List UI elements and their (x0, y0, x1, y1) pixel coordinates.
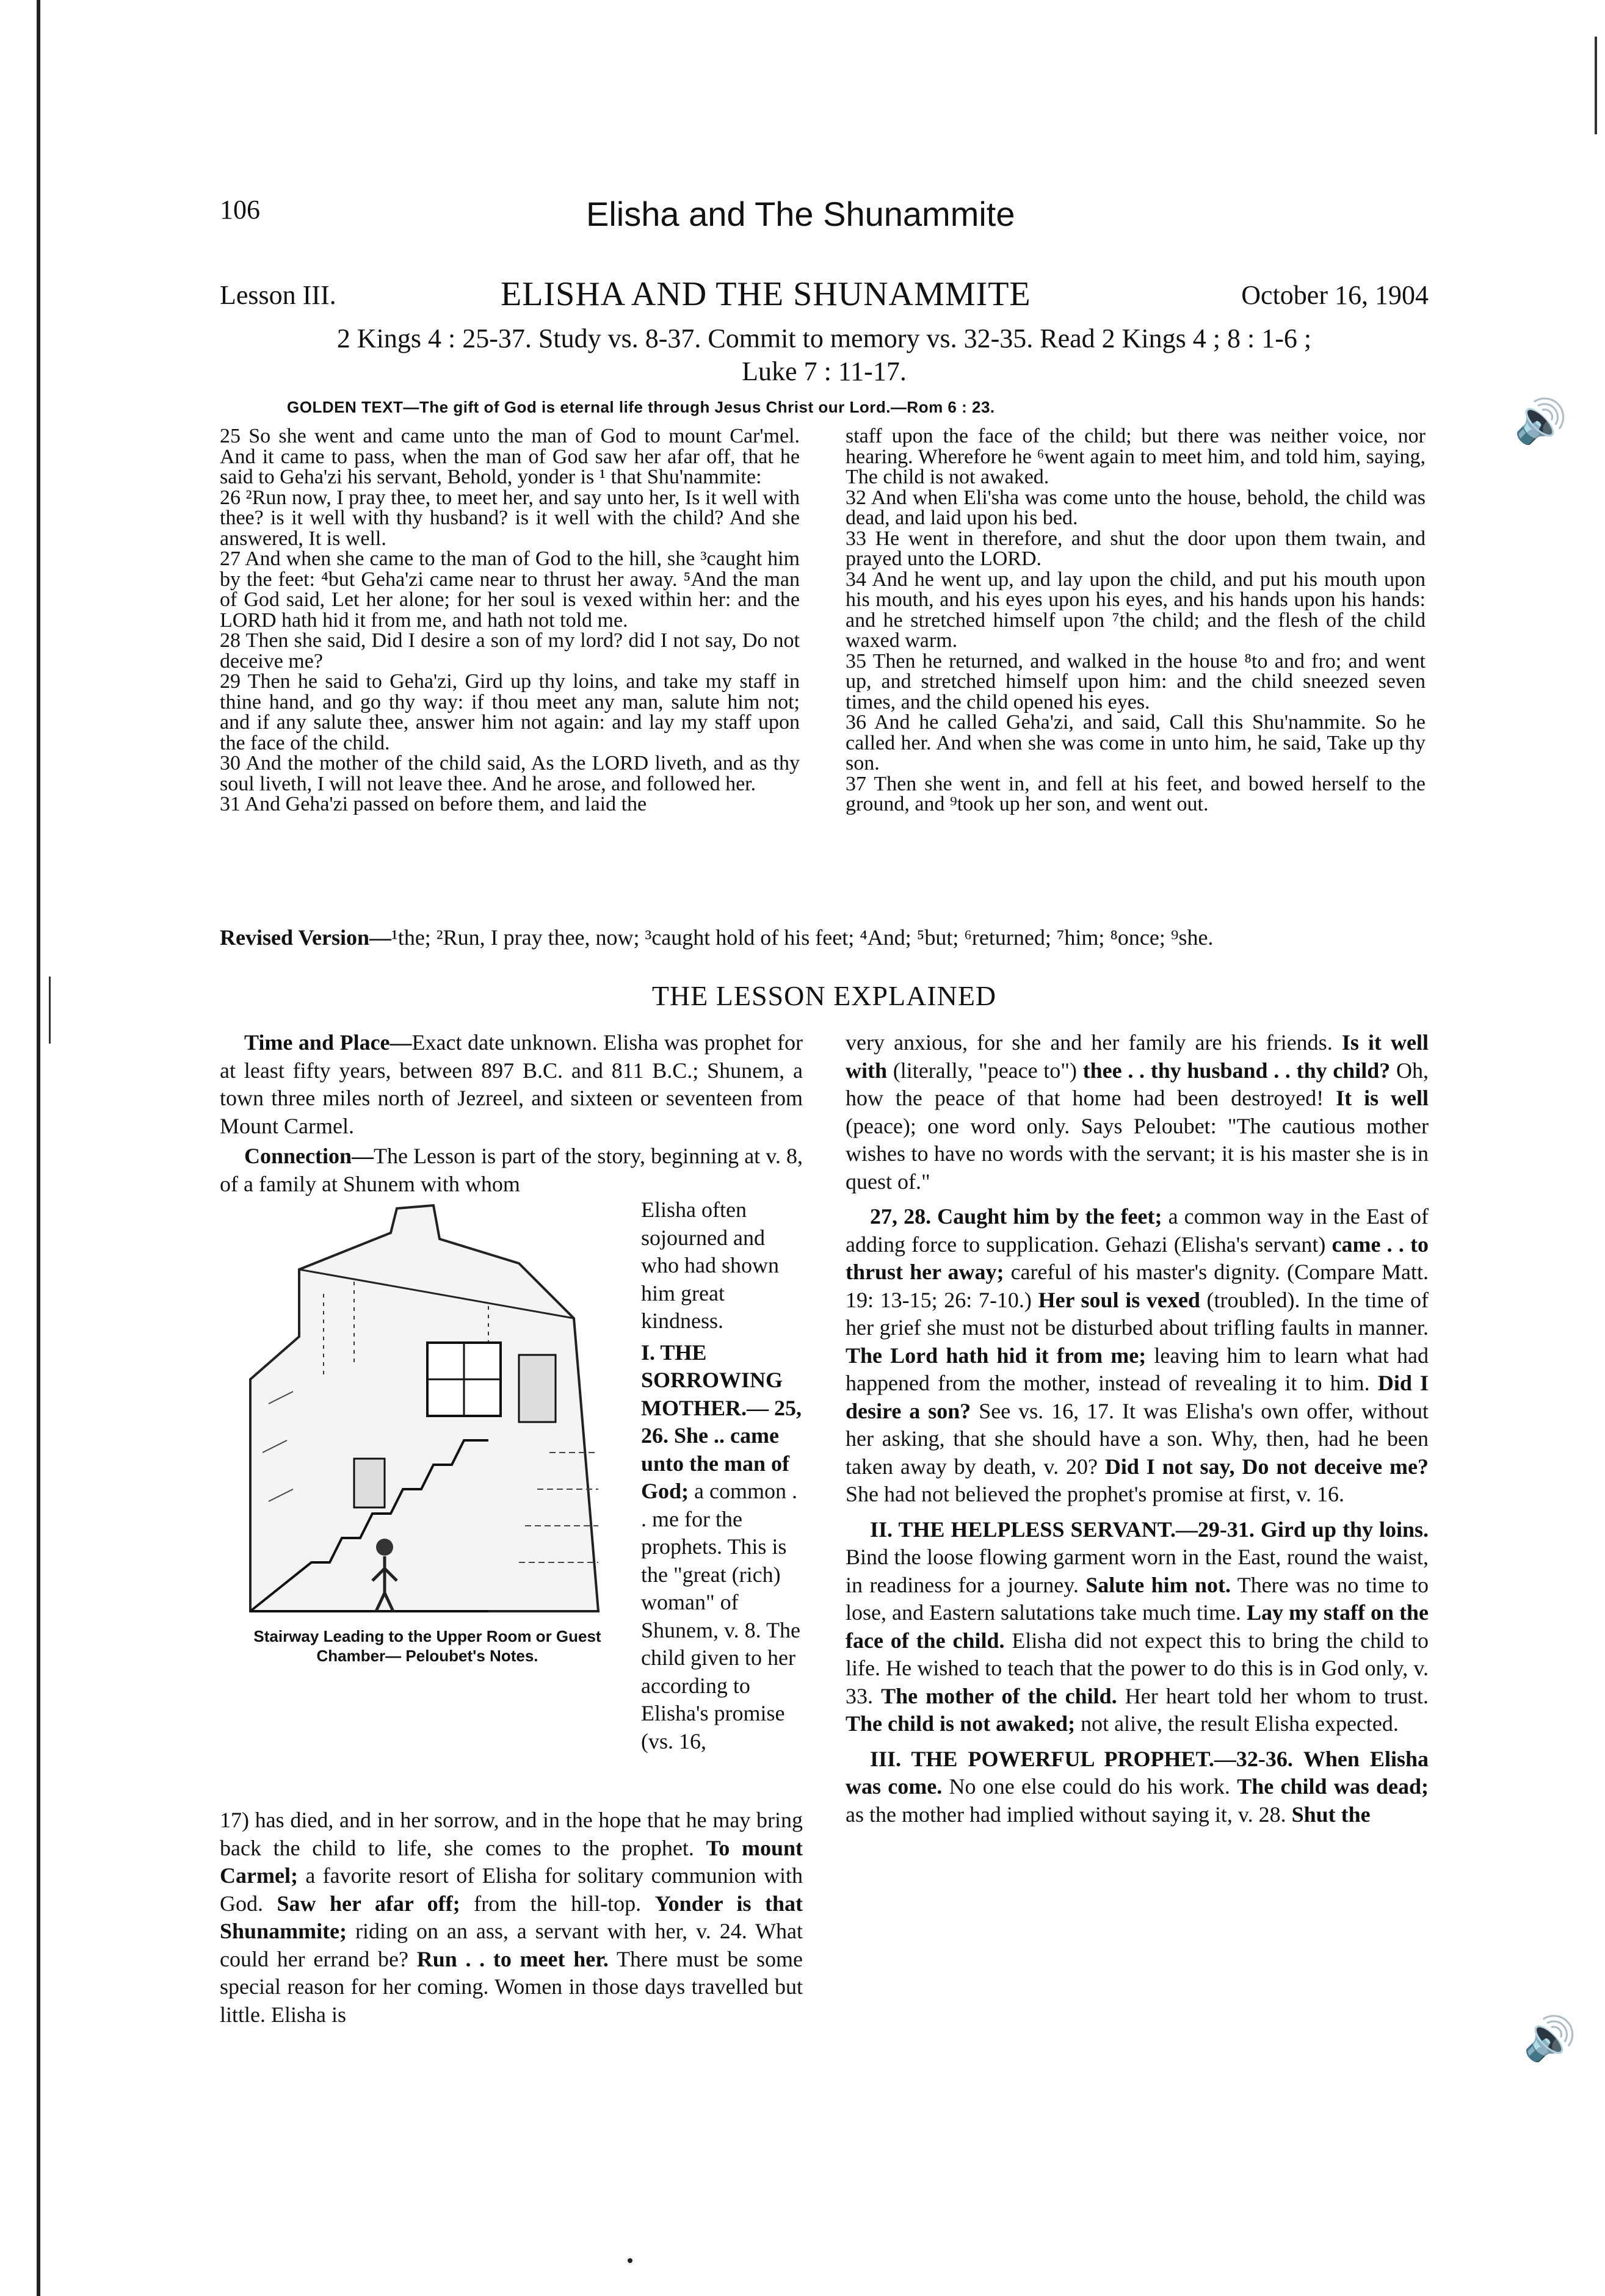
verse-31-cont: staff upon the face of the child; but there was neither voice, nor hearing. Wherefore he ⁶went again to meet him, and told him, saying, The child is not awaked. (846, 425, 1426, 488)
scripture-references (220, 322, 1429, 388)
verse-29: 29 Then he said to Geha'zi, Gird up thy loins, and take my staff in thine hand, and go thy way: if thou meet any man, salute him not; and if any salute thee, answer him not again: and lay my staff upon the face of the child. (220, 670, 800, 754)
verse-26: 26 ²Run now, I pray thee, to meet her, and say unto her, Is it well with thee? is it well with thy husband? is it well with the child? And she answered, It is well. (220, 486, 800, 550)
speaker-icon-bottom: 🔊 (1523, 2013, 1577, 2063)
references-line-2: Luke 7 : 11-17. (742, 356, 907, 386)
scan-right-edge (1595, 37, 1597, 134)
golden-text: GOLDEN TEXT—The gift of God is eternal life through Jesus Christ our Lord.—Rom 6 : 23. (287, 398, 995, 416)
explanation-right-p3: II. THE HELPLESS SERVANT.—29-31. Gird up thy loins. Bind the loose flowing garment worn in the East, round the waist, in readiness for a journey. Salute him not. There was no time to lose, and Eastern salutations take much time. Lay my staff on the face of the child. Elisha did not expect this to bring the child to life. He wished to teach that the power to do this is in God only, v. 33. The mother of the child. Her heart told her whom to trust. The child is not awaked; not alive, the result Elisha expected. (846, 1517, 1429, 1736)
verse-36: 36 And he called Geha'zi, and said, Call this Shu'nammite. So he called her. And when she was come in unto him, he said, Take up thy son. (846, 711, 1426, 774)
lesson-explained-heading: THE LESSON EXPLAINED (651, 980, 997, 1011)
verse-31: 31 And Geha'zi passed on before them, and laid the (220, 793, 647, 815)
explanation-right-p2: 27, 28. Caught him by the feet; a common way in the East of adding force to supplication. Gehazi (Elisha's servant) came . . to thrust her away; careful of his master's dignity. (Compare Matt. 19: 13-15; 26: 7-10.) Her soul is vexed (troubled). In the time of her grief she must not be disturbed about trifling faults in manner. The Lord hath hid it from me; leaving him to learn what had happened from the mother, instead of revealing it to him. Did I desire a son? See vs. 16, 17. It was Elisha's own offer, without her asking, that she should have a son. Why, then, had he been taken away by death, v. 20? Did I not say, Do not deceive me? She had not believed the prophet's promise at first, v. 16. (846, 1204, 1429, 1506)
verse-34: 34 And he went up, and lay upon the child, and put his mouth upon his mouth, and his eyes upon his eyes, and his hands upon his hands: and he stretched himself upon ⁷the child; and the flesh of the child waxed warm. (846, 568, 1426, 652)
explanation-left-wrap: Elisha often sojourned and who had shown him great kindness. I. THE SORROWING MOTHER.— 25, 26. She .. came unto the man of God; a common . . me for the prophets. This is the "great (rich) woman" of Shunem, v. 8. The child given to her according to Elisha's promise (vs. 16, (641, 1197, 802, 1753)
connection: Connection—The Lesson is part of the story, beginning at v. 8, of a family at Shunem with whom (220, 1144, 803, 1196)
section-2-heading: II. THE HELPLESS SERVANT.—29-31. (870, 1517, 1255, 1542)
scan-mark (49, 977, 51, 1044)
revised-label: Revised Version— (220, 925, 392, 950)
scan-binding-edge (37, 0, 40, 2296)
verse-28: 28 Then she said, Did I desire a son of my lord? did I not say, Do not deceive me? (220, 629, 800, 673)
verse-27: 27 And when she came to the man of God to the hill, she ³caught him by the feet: ⁴but Geha'zi came near to thrust her away. ⁵And the man of God said, Let her alone; for her soul is vexed within her: and the LORD hath hid it from me, and hath not told me. (220, 547, 800, 632)
time-and-place: Time and Place—Exact date unknown. Elisha was prophet for at least fifty years, between 897 B.C. and 811 B.C.; Shunem, a town three miles north of Jezreel, and sixteen or seventeen from Mount Carmel. (220, 1030, 803, 1138)
section-3-heading: III. THE POWERFUL PROPHET.—32-36. (870, 1746, 1293, 1771)
explanation-right-column (846, 1029, 1429, 1831)
revised-text: ¹the; ²Run, I pray thee, now; ³caught hold of his feet; ⁴And; ⁵but; ⁶returned; ⁷him; ⁸once; ⁹she. (391, 925, 1214, 950)
references-line-1: 2 Kings 4 : 25-37. Study vs. 8-37. Commit to memory vs. 32-35. Read 2 Kings 4 ; 8 : 1-6 ; (336, 323, 1312, 353)
explanation-left-top (220, 1029, 803, 1200)
scripture-right-column (846, 426, 1426, 815)
explanation-right-p1: very anxious, for she and her family are his friends. Is it well with (literally, "peace to") thee . . thy husband . . thy child? Oh, how the peace of that home had been destroyed! It is well (peace); one word only. Says Peloubet: "The cautious mother wishes to have no words with the servant; it is his master she is in quest of." (846, 1030, 1429, 1194)
revised-version (220, 925, 1429, 950)
illustration-caption: Stairway Leading to the Upper Room or Guest Chamber— Peloubet's Notes. (253, 1627, 601, 1665)
scan-speck (628, 2258, 632, 2263)
section-1-heading: I. THE SORROWING MOTHER.— (641, 1340, 783, 1420)
lesson-heading (220, 275, 1429, 317)
verse-25: 25 So she went and came unto the man of God to mount Car'mel. And it came to pass, when the man of God saw her afar off, that he said to Geha'zi his servant, Behold, yonder is ¹ that Shu'nammite: (220, 425, 800, 488)
explanation-left-bottom: 17) has died, and in her sorrow, and in the hope that he may bring back the child to life, she comes to the prophet. To mount Carmel; a favorite resort of Elisha for solitary communion with God. Saw her afar off; from the hill-top. Yonder is that Shunammite; riding on an ass, a servant with her, v. 24. What could her errand be? Run . . to meet her. There must be some special reason for her coming. Women in those days travelled but little. Elisha is (220, 1808, 803, 2027)
verse-32: 32 And when Eli'sha was come unto the house, behold, the child was dead, and laid upon his bed. (846, 486, 1426, 529)
lesson-title: ELISHA AND THE SHUNAMMITE (501, 275, 1031, 313)
verse-33: 33 He went in therefore, and shut the door upon them twain, and prayed unto the LORD. (846, 527, 1426, 570)
running-head (220, 194, 1429, 243)
running-title: Elisha and The Shunammite (586, 195, 1015, 233)
scripture-left-column (220, 426, 800, 815)
stairway-illustration (232, 1196, 623, 1617)
lesson-date: October 16, 1904 (1241, 280, 1429, 310)
verse-35: 35 Then he returned, and walked in the house ⁸to and fro; and went up, and stretched himself upon him: and the child sneezed seven times, and the child opened his eyes. (846, 649, 1426, 713)
page-number: 106 (220, 195, 260, 225)
explanation-right-p4: III. THE POWERFUL PROPHET.—32-36. When Elisha was come. No one else could do his work. The child was dead; as the mother had implied without saying it, v. 28. Shut the (846, 1746, 1429, 1827)
verse-30: 30 And the mother of the child said, As the LORD liveth, and as thy soul liveth, I will not leave thee. And he arose, and followed her. (220, 752, 800, 795)
verse-37: 37 Then she went in, and fell at his feet, and bowed herself to the ground, and ⁹took up her son, and went out. (846, 772, 1426, 815)
speaker-icon: 🔊 (1514, 396, 1568, 446)
lesson-number: Lesson III. (220, 280, 336, 310)
